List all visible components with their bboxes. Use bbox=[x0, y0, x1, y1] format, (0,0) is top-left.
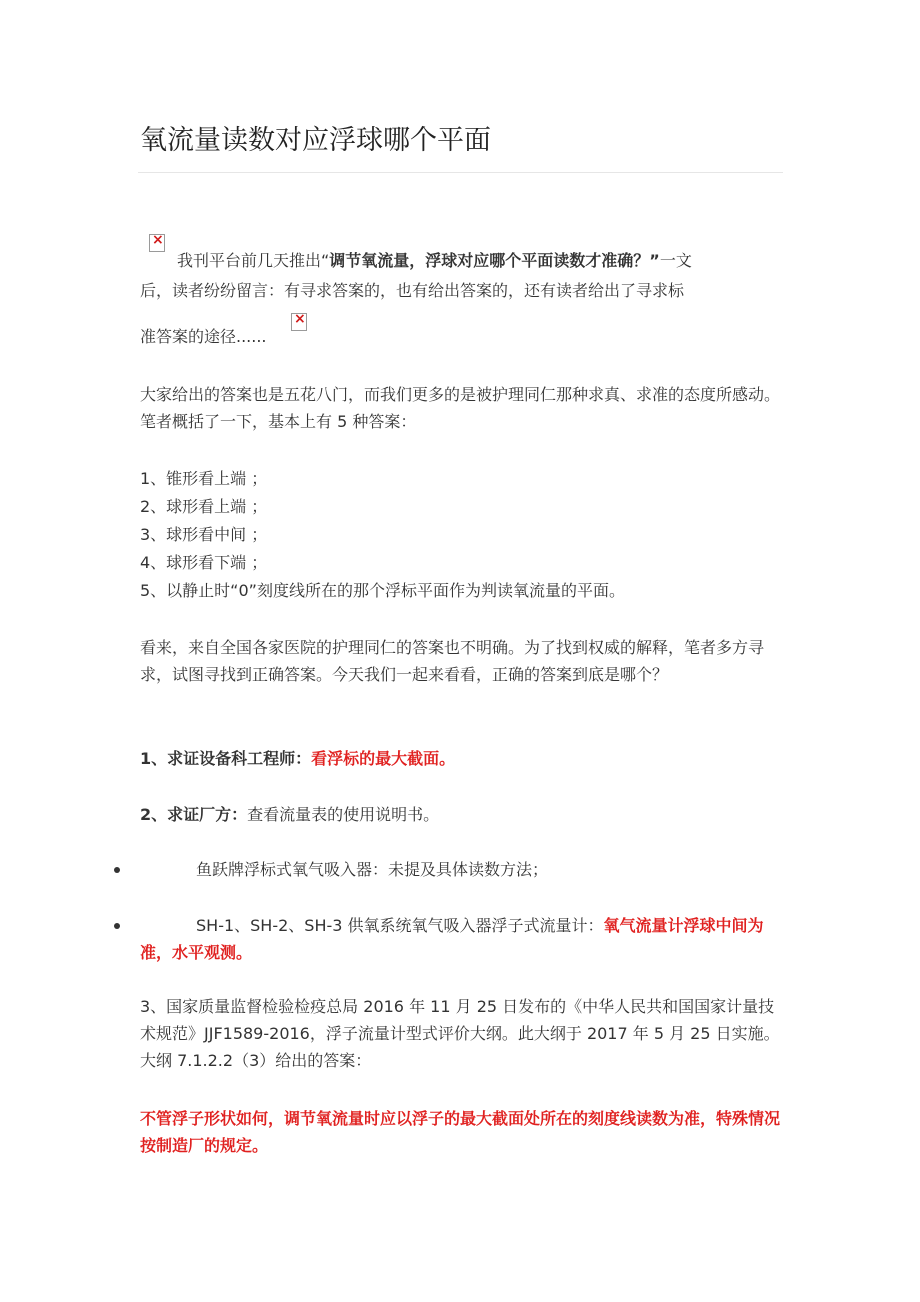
point-standard: 3、国家质量监督检验检疫总局 2016 年 11 月 25 日发布的《中华人民共和国国家计量技术规范》JJF1589-2016，浮子流量计型式评价大纲。此大纲于 2017 年 5 月 25 日实施。大纲 7.1.2.2（3）给出的答案： bbox=[140, 997, 780, 1070]
intro-line-1: 我刊平台前几天推出“调节氧流量，浮球对应哪个平面读数才准确？”一文 bbox=[177, 251, 692, 270]
point-engineer: 1、求证设备科工程师：看浮标的最大截面。 bbox=[140, 749, 456, 768]
page-title: 氧流量读数对应浮球哪个平面 bbox=[140, 125, 491, 156]
bullet-item: SH-1、SH-2、SH-3 供氧系统氧气吸入器浮子式流量计：氧气流量计浮球中间为准，水平观测。 bbox=[140, 916, 764, 962]
paragraph-answers-intro: 大家给出的答案也是五花八门，而我们更多的是被护理同仁那种求真、求准的态度所感动。笔者概括了一下，基本上有 5 种答案： bbox=[140, 385, 781, 431]
bullet-icon bbox=[114, 923, 120, 929]
answer-item: 4、球形看下端 ； bbox=[140, 553, 268, 572]
intro-line-3: 准答案的途径...... bbox=[140, 327, 267, 346]
broken-image-icon bbox=[291, 313, 307, 331]
answer-item: 1、锥形看上端 ； bbox=[140, 469, 268, 488]
point-manufacturer: 2、求证厂方：查看流量表的使用说明书。 bbox=[140, 805, 440, 824]
intro-line-2: 后，读者纷纷留言：有寻求答案的，也有给出答案的，还有读者给出了寻求标 bbox=[140, 281, 685, 300]
title-divider bbox=[138, 172, 783, 173]
answer-item: 3、球形看中间 ； bbox=[140, 525, 268, 544]
bullet-icon bbox=[114, 867, 120, 873]
answer-item: 2、球形看上端 ； bbox=[140, 497, 268, 516]
bullet-item: 鱼跃牌浮标式氧气吸入器：未提及具体读数方法； bbox=[196, 860, 549, 879]
paragraph-search: 看来，来自全国各家医院的护理同仁的答案也不明确。为了找到权威的解释，笔者多方寻求，试图寻找到正确答案。今天我们一起来看看，正确的答案到底是哪个？ bbox=[140, 638, 765, 684]
conclusion: 不管浮子形状如何，调节氧流量时应以浮子的最大截面处所在的刻度线读数为准，特殊情况按制造厂的规定。 bbox=[140, 1109, 781, 1155]
answer-item: 5、以静止时“0”刻度线所在的那个浮标平面作为判读氧流量的平面。 bbox=[140, 581, 625, 600]
